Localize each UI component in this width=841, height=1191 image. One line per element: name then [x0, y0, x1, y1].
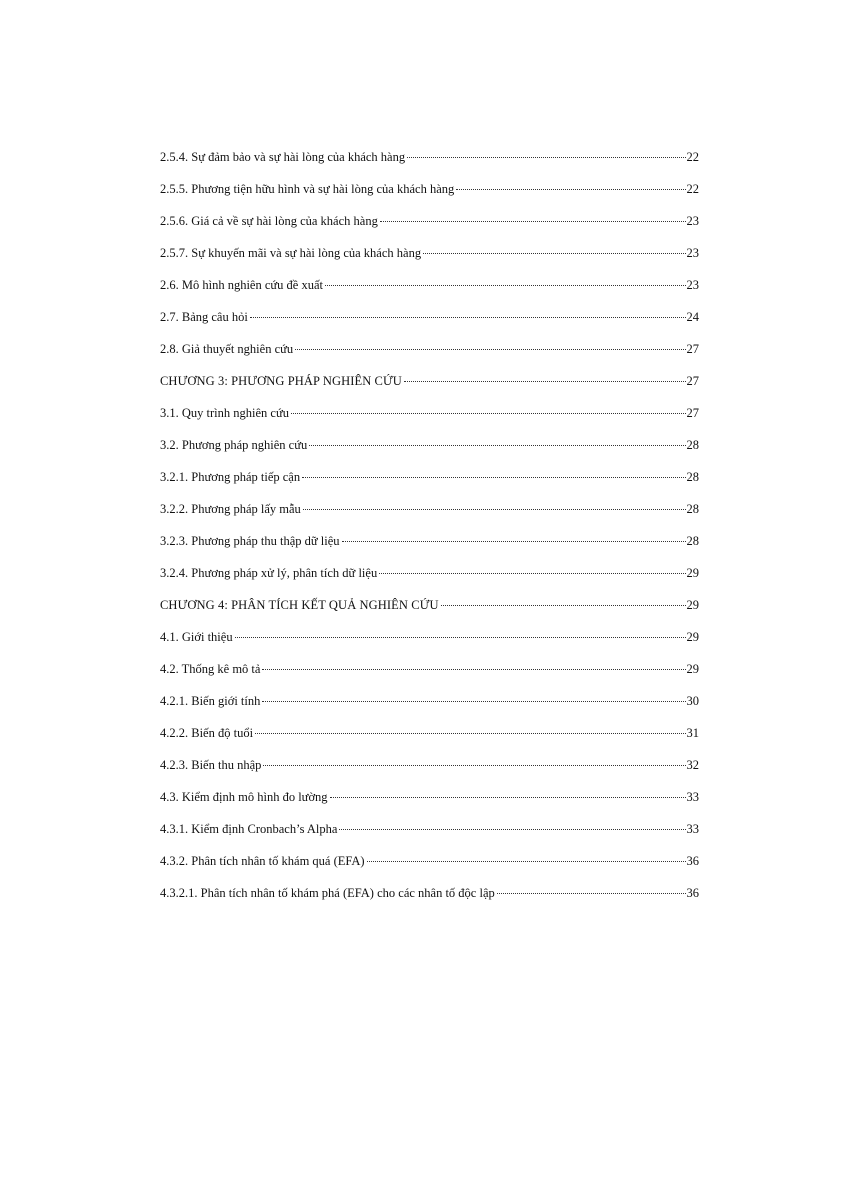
toc-entry[interactable] [160, 534, 699, 566]
toc-entry[interactable] [160, 342, 699, 374]
toc-entry-page: 29 [686, 662, 699, 676]
toc-entry[interactable] [160, 566, 699, 598]
dot-leader [407, 157, 685, 158]
dot-leader [441, 605, 686, 606]
toc-entry[interactable] [160, 182, 699, 214]
toc-entry[interactable] [160, 150, 699, 182]
toc-entry[interactable] [160, 662, 699, 694]
dot-leader [497, 893, 686, 894]
toc-entry-page: 29 [686, 566, 699, 580]
dot-leader [379, 573, 685, 574]
toc-entry[interactable] [160, 214, 699, 246]
dot-leader [339, 829, 685, 830]
toc-entry-title: 2.5.7. Sự khuyến mãi và sự hài lòng của khách hàng [160, 246, 422, 260]
toc-entry-title: 3.2.1. Phương pháp tiếp cận [160, 470, 301, 484]
toc-entry-title: 4.3.2.1. Phân tích nhân tố khám phá (EFA) cho các nhân tố độc lập [160, 886, 495, 900]
dot-leader [303, 509, 686, 510]
dot-leader [291, 413, 686, 414]
toc-entry-title: 4.1. Giới thiệu [160, 630, 233, 644]
toc-entry[interactable] [160, 726, 699, 758]
toc-entry-page: 24 [686, 310, 699, 324]
toc-entry[interactable] [160, 406, 699, 438]
toc-entry-page: 29 [686, 598, 699, 612]
dot-leader [302, 477, 685, 478]
toc-entry-page: 28 [686, 534, 699, 548]
toc-entry-page: 30 [686, 694, 699, 708]
toc-entry-page: 29 [686, 630, 699, 644]
toc-entry-page: 33 [686, 822, 699, 836]
toc-entry-page: 27 [686, 406, 699, 420]
toc-entry-title: 3.2. Phương pháp nghiên cứu [160, 438, 308, 452]
toc-entry[interactable] [160, 630, 699, 662]
toc-chapter-title: CHƯƠNG 4: PHÂN TÍCH KẾT QUẢ NGHIÊN CỨU [160, 598, 439, 612]
toc-entry-page: 32 [686, 758, 699, 772]
toc-entry-page: 36 [686, 886, 699, 900]
toc-entry-page: 36 [686, 854, 699, 868]
toc-entry-title: 2.8. Giả thuyết nghiên cứu [160, 342, 294, 356]
dot-leader [367, 861, 686, 862]
toc-entry[interactable] [160, 438, 699, 470]
toc-entry-title: 2.6. Mô hình nghiên cứu đề xuất [160, 278, 324, 292]
toc-entry-page: 22 [686, 182, 699, 196]
dot-leader [325, 285, 685, 286]
toc-entry-title: 4.2.2. Biến độ tuổi [160, 726, 254, 740]
toc-entry[interactable] [160, 502, 699, 534]
toc-entry-page: 22 [686, 150, 699, 164]
dot-leader [255, 733, 685, 734]
toc-entry[interactable] [160, 886, 699, 918]
toc-entry[interactable] [160, 246, 699, 278]
toc-entry-page: 31 [686, 726, 699, 740]
table-of-contents [160, 150, 699, 918]
dot-leader [262, 669, 685, 670]
toc-entry-title: 2.7. Bảng câu hỏi [160, 310, 248, 324]
dot-leader [456, 189, 685, 190]
toc-entry-page: 33 [686, 790, 699, 804]
toc-entry[interactable] [160, 310, 699, 342]
dot-leader [342, 541, 686, 542]
dot-leader [295, 349, 685, 350]
toc-entry-title: 3.1. Quy trình nghiên cứu [160, 406, 289, 420]
toc-entry-title: 4.2.3. Biến thu nhập [160, 758, 262, 772]
dot-leader [263, 765, 685, 766]
toc-entry-title: 3.2.2. Phương pháp lấy mẫu [160, 502, 301, 516]
toc-entry-page: 23 [686, 214, 699, 228]
toc-chapter-entry[interactable] [160, 374, 699, 406]
dot-leader [380, 221, 686, 222]
toc-entry[interactable] [160, 278, 699, 310]
toc-entry-title: 2.5.4. Sự đảm bảo và sự hài lòng của khách hàng [160, 150, 406, 164]
toc-chapter-title: CHƯƠNG 3: PHƯƠNG PHÁP NGHIÊN CỨU [160, 374, 402, 388]
toc-entry-page: 23 [686, 278, 699, 292]
toc-entry-page: 28 [686, 438, 699, 452]
toc-entry[interactable] [160, 790, 699, 822]
toc-entry-title: 4.2. Thống kê mô tả [160, 662, 261, 676]
dot-leader [309, 445, 685, 446]
dot-leader [330, 797, 686, 798]
dot-leader [250, 317, 686, 318]
toc-chapter-entry[interactable] [160, 598, 699, 630]
toc-entry-title: 4.3. Kiểm định mô hình đo lường [160, 790, 328, 804]
toc-entry[interactable] [160, 470, 699, 502]
toc-entry-page: 28 [686, 470, 699, 484]
dot-leader [404, 381, 686, 382]
toc-entry[interactable] [160, 694, 699, 726]
toc-entry[interactable] [160, 822, 699, 854]
dot-leader [262, 701, 685, 702]
toc-entry-title: 4.2.1. Biến giới tính [160, 694, 261, 708]
toc-entry[interactable] [160, 758, 699, 790]
toc-entry-title: 3.2.4. Phương pháp xử lý, phân tích dữ liệu [160, 566, 378, 580]
toc-entry-title: 4.3.2. Phân tích nhân tố khám quá (EFA) [160, 854, 365, 868]
dot-leader [423, 253, 685, 254]
toc-entry-page: 27 [686, 342, 699, 356]
toc-entry-title: 4.3.1. Kiểm định Cronbach’s Alpha [160, 822, 338, 836]
toc-entry-page: 28 [686, 502, 699, 516]
toc-entry[interactable] [160, 854, 699, 886]
toc-entry-page: 23 [686, 246, 699, 260]
dot-leader [235, 637, 686, 638]
toc-entry-title: 2.5.6. Giá cả về sự hài lòng của khách hàng [160, 214, 378, 228]
toc-entry-page: 27 [686, 374, 699, 388]
toc-entry-title: 3.2.3. Phương pháp thu thập dữ liệu [160, 534, 340, 548]
toc-entry-title: 2.5.5. Phương tiện hữu hình và sự hài lòng của khách hàng [160, 182, 455, 196]
